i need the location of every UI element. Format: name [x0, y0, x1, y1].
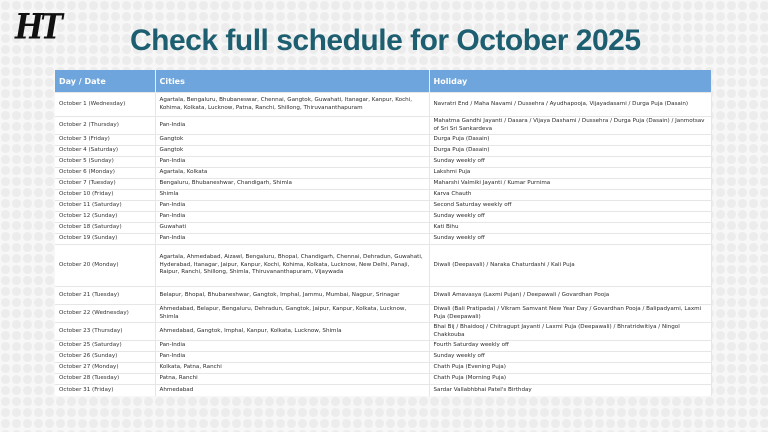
- date-cell: October 10 (Friday): [55, 190, 155, 201]
- table-row: [55, 212, 711, 223]
- holiday-cell: Mahatma Gandhi Jayanti / Dasara / Vijaya Dashami / Dussehra / Durga Puja (Dasain) / Janmotsav of Sri Sri Sankardeva: [429, 117, 711, 135]
- cities-cell: Agartala, Kolkata: [155, 168, 429, 179]
- cities-cell: Bengaluru, Bhubaneshwar, Chandigarh, Shimla: [155, 179, 429, 190]
- cities-cell: Pan-India: [155, 352, 429, 363]
- holiday-cell: Sunday weekly off: [429, 157, 711, 168]
- table-row: [55, 157, 711, 168]
- table-row: [55, 234, 711, 245]
- table-row: [55, 385, 711, 396]
- cities-cell: Pan-India: [155, 117, 429, 135]
- table-row: [55, 341, 711, 352]
- holiday-cell: Diwali (Deepavali) / Naraka Chaturdashi / Kali Puja: [429, 245, 711, 287]
- cities-cell: Shimla: [155, 190, 429, 201]
- cities-cell: Ahmedabad, Belapur, Bengaluru, Dehradun, Gangtok, Jaipur, Kanpur, Kolkata, Lucknow, Shimla: [155, 305, 429, 323]
- date-cell: October 28 (Tuesday): [55, 374, 155, 385]
- table-row: [55, 117, 711, 135]
- cities-cell: Pan-India: [155, 157, 429, 168]
- date-cell: October 4 (Saturday): [55, 146, 155, 157]
- holiday-cell: Navratri End / Maha Navami / Dussehra / Ayudhapooja, Vijayadasami / Durga Puja (Dasain): [429, 93, 711, 117]
- column-header-date: Day / Date: [55, 70, 155, 93]
- cities-cell: Gangtok: [155, 135, 429, 146]
- table-row: [55, 223, 711, 234]
- cities-cell: Pan-India: [155, 234, 429, 245]
- column-header-holiday: Holiday: [429, 70, 711, 93]
- date-cell: October 27 (Monday): [55, 363, 155, 374]
- table-row: [55, 146, 711, 157]
- cities-cell: Belapur, Bhopal, Bhubaneshwar, Gangtok, Imphal, Jammu, Mumbai, Nagpur, Srinagar: [155, 287, 429, 305]
- date-cell: October 18 (Saturday): [55, 223, 155, 234]
- date-cell: October 7 (Tuesday): [55, 179, 155, 190]
- table-row: [55, 323, 711, 341]
- date-cell: October 11 (Saturday): [55, 201, 155, 212]
- date-cell: October 22 (Wednesday): [55, 305, 155, 323]
- holiday-cell: Chath Puja (Evening Puja): [429, 363, 711, 374]
- holiday-cell: Fourth Saturday weekly off: [429, 341, 711, 352]
- table-row: [55, 245, 711, 287]
- cities-cell: Pan-India: [155, 341, 429, 352]
- holiday-cell: Bhai Bij / Bhaidooj / Chitragupt Jayanti / Laxmi Puja (Deepawali) / Bhratridwitiya / Ningol Chakkouba: [429, 323, 711, 341]
- date-cell: October 6 (Monday): [55, 168, 155, 179]
- holiday-cell: Karva Chauth: [429, 190, 711, 201]
- table-row: [55, 352, 711, 363]
- date-cell: October 31 (Friday): [55, 385, 155, 396]
- holiday-cell: Chath Puja (Morning Puja): [429, 374, 711, 385]
- cities-cell: Agartala, Bengaluru, Bhubaneswar, Chennai, Gangtok, Guwahati, Itanagar, Kanpur, Kochi, Kohima, Kolkata, Lucknow, Patna, Ranchi, Shillong, Thiruvananthapuram: [155, 93, 429, 117]
- date-cell: October 26 (Sunday): [55, 352, 155, 363]
- cities-cell: Agartala, Ahmedabad, Aizawl, Bengaluru, Bhopal, Chandigarh, Chennai, Dehradun, Guwahati, Hyderabad, Itanagar, Jaipur, Kanpur, Kochi, Kohima, Kolkata, Lucknow, New Delhi, Panaji, Raipur, Ranchi, Shillong, Shimla, Thiruvananthapuram, Vijaywada: [155, 245, 429, 287]
- holiday-cell: Sunday weekly off: [429, 352, 711, 363]
- cities-cell: Kolkata, Patna, Ranchi: [155, 363, 429, 374]
- holiday-cell: Kati Bihu: [429, 223, 711, 234]
- date-cell: October 3 (Friday): [55, 135, 155, 146]
- holiday-cell: Durga Puja (Dasain): [429, 146, 711, 157]
- table-row: [55, 190, 711, 201]
- date-cell: October 25 (Saturday): [55, 341, 155, 352]
- table-row: [55, 179, 711, 190]
- holiday-cell: Lakshmi Puja: [429, 168, 711, 179]
- cities-cell: Guwahati: [155, 223, 429, 234]
- table-row: [55, 168, 711, 179]
- date-cell: October 20 (Monday): [55, 245, 155, 287]
- cities-cell: Patna, Ranchi: [155, 374, 429, 385]
- holiday-cell: Sunday weekly off: [429, 234, 711, 245]
- date-cell: October 23 (Thursday): [55, 323, 155, 341]
- page-title: Check full schedule for October 2025: [130, 24, 641, 57]
- cities-cell: Pan-India: [155, 201, 429, 212]
- table-row: [55, 135, 711, 146]
- table-row: [55, 363, 711, 374]
- table-row: [55, 201, 711, 212]
- table-row: [55, 374, 711, 385]
- holiday-cell: Diwali Amavasya (Laxmi Pujan) / Deepawali / Govardhan Pooja: [429, 287, 711, 305]
- table-row: [55, 305, 711, 323]
- holiday-cell: Sardar Vallabhbhai Patel's Birthday: [429, 385, 711, 396]
- holiday-cell: Sunday weekly off: [429, 212, 711, 223]
- date-cell: October 5 (Sunday): [55, 157, 155, 168]
- date-cell: October 2 (Thursday): [55, 117, 155, 135]
- column-header-cities: Cities: [155, 70, 429, 93]
- cities-cell: Ahmedabad, Gangtok, Imphal, Kanpur, Kolkata, Lucknow, Shimla: [155, 323, 429, 341]
- table-row: [55, 93, 711, 117]
- holiday-schedule-table: [55, 70, 711, 396]
- holiday-cell: Second Saturday weekly off: [429, 201, 711, 212]
- cities-cell: Gangtok: [155, 146, 429, 157]
- holiday-cell: Diwali (Bali Pratipada) / Vikram Samvant New Year Day / Govardhan Pooja / Balipadyami, Laxmi Puja (Deepawali): [429, 305, 711, 323]
- cities-cell: Ahmedabad: [155, 385, 429, 396]
- ht-logo: HT: [15, 7, 60, 48]
- date-cell: October 21 (Tuesday): [55, 287, 155, 305]
- table-row: [55, 287, 711, 305]
- cities-cell: Pan-India: [155, 212, 429, 223]
- holiday-cell: Durga Puja (Dasain): [429, 135, 711, 146]
- date-cell: October 1 (Wednesday): [55, 93, 155, 117]
- date-cell: October 19 (Sunday): [55, 234, 155, 245]
- table-header-row: [55, 70, 711, 93]
- holiday-cell: Maharshi Valmiki Jayanti / Kumar Purnima: [429, 179, 711, 190]
- date-cell: October 12 (Sunday): [55, 212, 155, 223]
